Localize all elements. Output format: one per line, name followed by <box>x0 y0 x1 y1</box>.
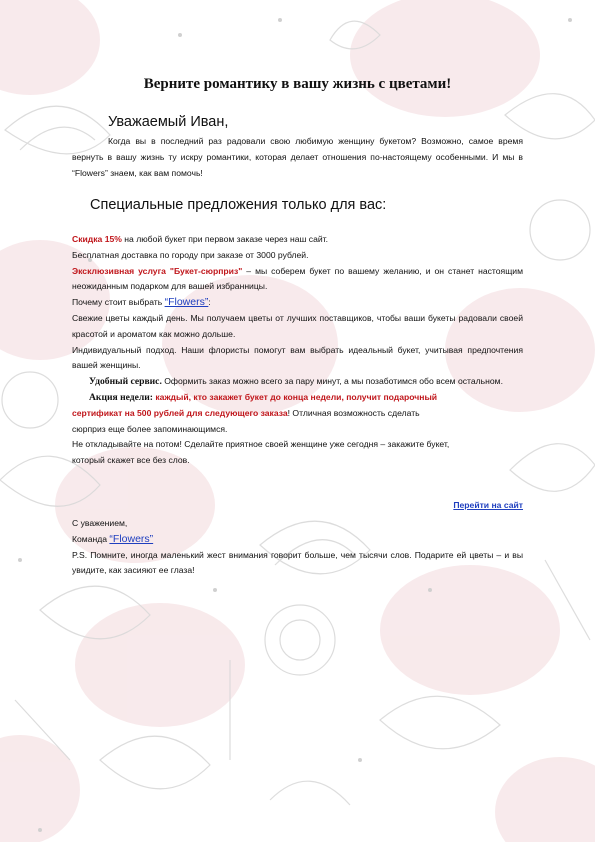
why-fresh: Свежие цветы каждый день. Мы получаем цветы от лучших поставщиков, чтобы ваши букеты радовали своей красотой и ароматом как можно дольше. <box>72 312 523 339</box>
team-brand-link[interactable]: “Flowers” <box>109 532 154 545</box>
week-excl: ! <box>287 407 291 418</box>
team-line <box>72 532 523 548</box>
discount-strong: Скидка 15% <box>72 234 122 244</box>
closing-section <box>72 516 523 579</box>
exclusive-rest: – мы соберем букет по вашему желанию, и он станет настоящим неожиданным подарком для вашей избранницы. <box>72 265 523 292</box>
why-suffix: : <box>208 297 211 308</box>
offers-section <box>72 232 523 469</box>
intro-paragraph <box>72 134 523 181</box>
why-individual: Индивидуальный подход. Наши флористы помогут вам выбрать идеальный букет, учитывая предпочтения вашей женщины. <box>72 344 523 371</box>
week-promo <box>72 390 452 437</box>
offer-exclusive <box>72 264 523 296</box>
brand-link[interactable]: “Flowers” <box>164 296 209 309</box>
team-prefix: Команда <box>72 533 110 544</box>
why-prefix: Почему стоит выбрать <box>72 297 165 308</box>
week-rest: Отличная возможность сделать сюрприз еще более запоминающимся. <box>72 407 420 434</box>
service-strong: Удобный сервис. <box>89 376 162 388</box>
offer-delivery: Бесплатная доставка по городу при заказе от 3000 рублей. <box>72 249 309 260</box>
regards: С уважением, <box>72 518 128 528</box>
service-rest: Оформить заказ можно всего за пару минут, а мы позаботимся обо всем остальном. <box>161 376 503 387</box>
why-service <box>72 374 523 390</box>
offers-heading: Специальные предложения только для вас: <box>90 197 387 213</box>
intro-text: Когда вы в последний раз радовали свою любимую женщину букетом? Возможно, самое время вернуть в вашу жизнь ту искру романтики, которая делает отношения по-настоящему особенными. И мы в “Flowers” знаем, как вам помочь! <box>72 136 523 178</box>
postscript: P.S. Помните, иногда маленький жест внимания говорит больше, чем тысячи слов. Подарите ей цветы – и вы увидите, как засияют ее глаза! <box>72 549 523 576</box>
call-to-action: Не откладывайте на потом! Сделайте приятное своей женщине уже сегодня – закажите букет, который скажет все без слов. <box>72 439 450 466</box>
offer-discount <box>72 232 523 248</box>
discount-rest: на любой букет при первом заказе через наш сайт. <box>121 234 329 244</box>
week-strong: Акция недели: <box>89 391 153 403</box>
greeting: Уважаемый Иван, <box>108 114 229 130</box>
week-red: каждый, кто закажет букет до конца недели, получит подарочный сертификат на 500 рублей для следующего заказа <box>72 391 438 418</box>
exclusive-strong: Эксклюзивная услуга "Букет-сюрприз" <box>72 265 243 276</box>
page-title: Верните романтику в вашу жизнь с цветами! <box>143 76 452 92</box>
why-line <box>72 295 523 311</box>
go-to-site-link[interactable]: Перейти на сайт <box>453 500 523 510</box>
